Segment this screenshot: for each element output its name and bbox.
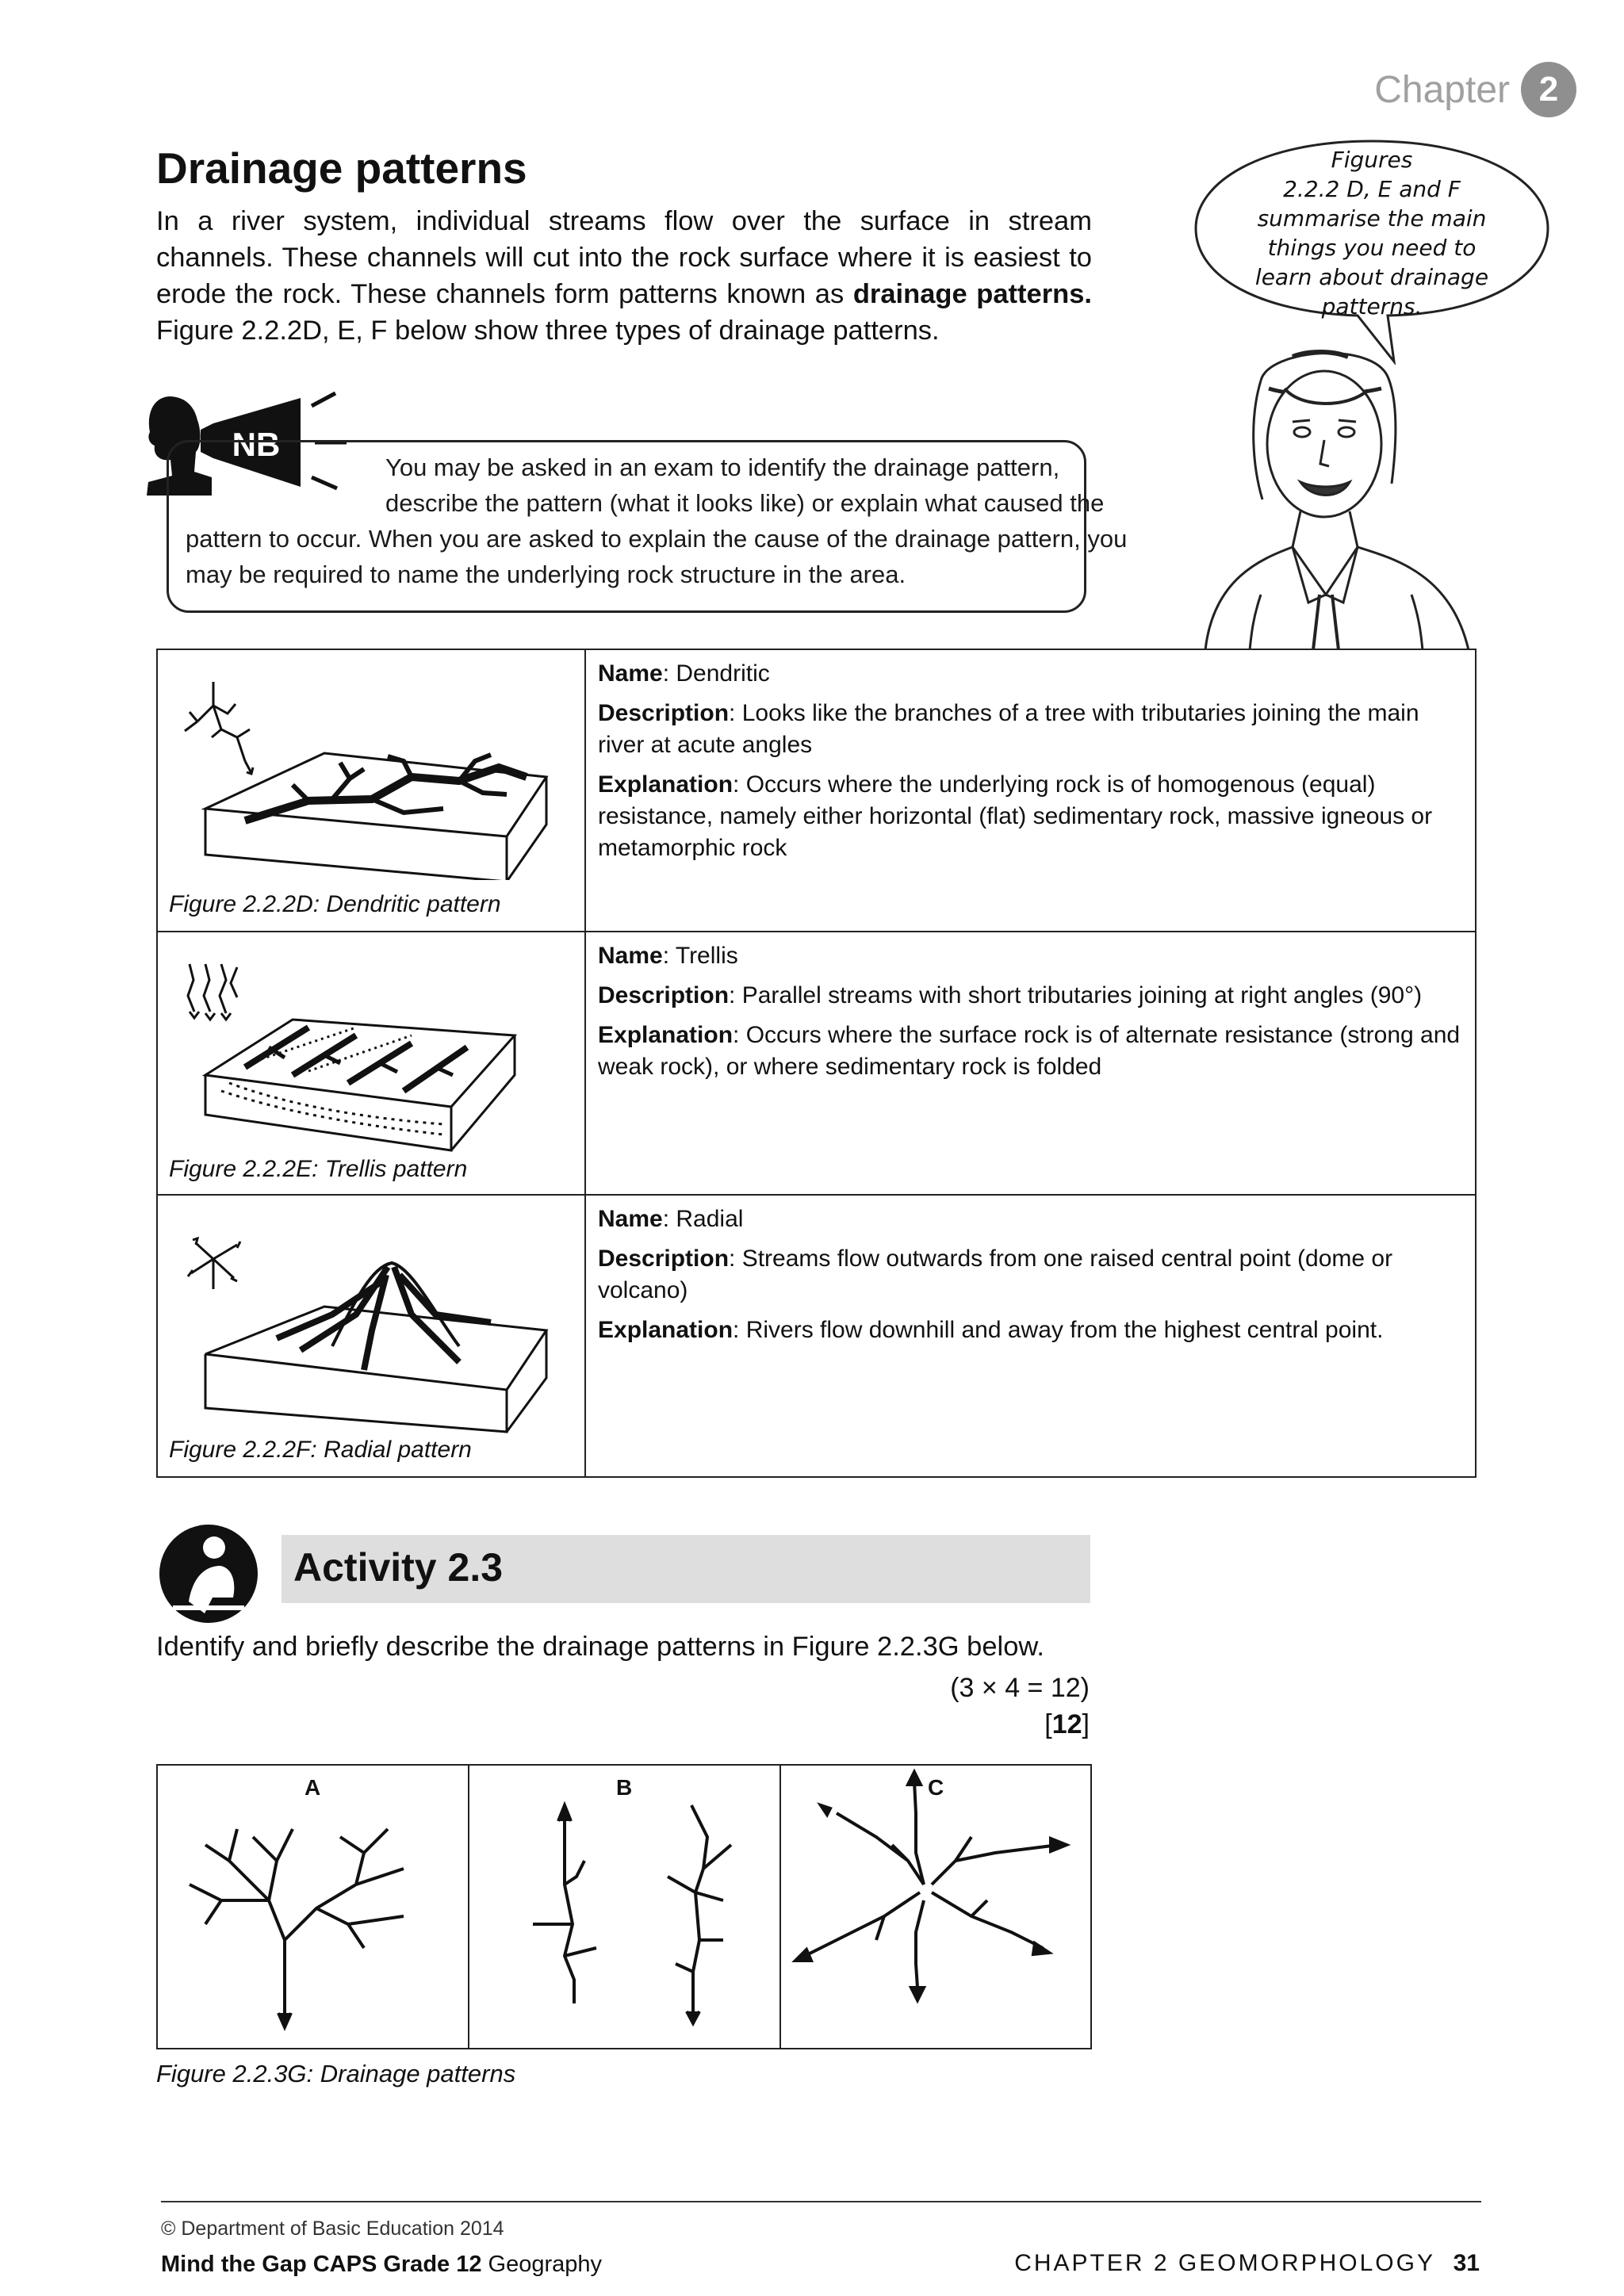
pattern-description-text: Looks like the branches of a tree with tributaries joining the main river at acute angles bbox=[598, 700, 1419, 758]
intro-paragraph bbox=[156, 203, 1092, 349]
marks-total-line bbox=[950, 1706, 1090, 1743]
nb-label: NB bbox=[232, 426, 281, 463]
name-label: Name bbox=[598, 943, 663, 969]
marks-calculation: (3 × 4 = 12) bbox=[950, 1673, 1090, 1703]
pattern-description: Name: Trellis Description: Parallel streams with short tributaries joining at right angles (90°) Explanation: Occurs where the surface rock is of alternate resistance (strong and weak rock), or where sedimentary rock is folded bbox=[598, 943, 1461, 1080]
nb-line: may be required to name the underlying rock structure in the area. bbox=[186, 561, 906, 588]
explanation-label: Explanation bbox=[598, 771, 733, 798]
table-row-radial bbox=[158, 1196, 1475, 1478]
figure-g-cell-c bbox=[781, 1766, 1090, 2048]
pattern-description-text: Parallel streams with short tributaries joining at right angles (90°) bbox=[741, 982, 1423, 1008]
figure-caption: Figure 2.2.2F: Radial pattern bbox=[169, 1437, 472, 1463]
pattern-name: Trellis bbox=[675, 943, 738, 969]
trellis-sketch bbox=[485, 1781, 763, 2035]
speech-line: 2.2.2 D, E and F bbox=[1283, 176, 1461, 202]
copyright-text: © Department of Basic Education 2014 bbox=[161, 2218, 504, 2240]
chapter-label: Chapter bbox=[1374, 68, 1510, 111]
speech-line: summarise the main bbox=[1257, 205, 1487, 232]
speech-line: learn about drainage bbox=[1254, 264, 1489, 290]
activity-marks bbox=[950, 1670, 1090, 1743]
description-label: Description bbox=[598, 982, 730, 1008]
activity-instruction: Identify and briefly describe the drainage patterns in Figure 2.2.3G below. bbox=[156, 1632, 1045, 1662]
book-title-bold: Mind the Gap CAPS Grade 12 bbox=[161, 2252, 482, 2277]
description-label: Description bbox=[598, 700, 730, 726]
figure-g-cell-a bbox=[158, 1766, 469, 2048]
nb-line: pattern to occur. When you are asked to explain the cause of the drainage pattern, you bbox=[186, 525, 1128, 553]
trellis-diagram bbox=[174, 956, 562, 1154]
name-label: Name bbox=[598, 660, 663, 687]
name-label: Name bbox=[598, 1206, 663, 1232]
table-row-trellis bbox=[158, 932, 1475, 1196]
figure-g-label: B bbox=[616, 1775, 633, 1800]
activity-title: Activity 2.3 bbox=[293, 1545, 504, 1590]
speech-line: Figures bbox=[1331, 147, 1413, 173]
radial-sketch bbox=[789, 1766, 1082, 2043]
pattern-explanation-text: Occurs where the surface rock is of alternate resistance (strong and weak rock), or where sedimentary rock is folded bbox=[598, 1022, 1461, 1080]
pattern-description: Name: Radial Description: Streams flow outwards from one raised central point (dome or volcano) Explanation: Rivers flow downhill and away from the highest central point. bbox=[598, 1206, 1393, 1343]
figure-g-label: A bbox=[304, 1775, 321, 1800]
marks-bracket-open: [ bbox=[1044, 1709, 1052, 1739]
explanation-label: Explanation bbox=[598, 1317, 733, 1343]
pattern-name: Radial bbox=[676, 1206, 744, 1232]
explanation-label: Explanation bbox=[598, 1022, 733, 1048]
speech-line: patterns. bbox=[1321, 293, 1423, 320]
nb-line: You may be asked in an exam to identify the drainage pattern, bbox=[385, 453, 1060, 481]
figure-g-caption: Figure 2.2.3G: Drainage patterns bbox=[156, 2060, 516, 2087]
section-title: Drainage patterns bbox=[156, 144, 527, 193]
book-title-rest: Geography bbox=[481, 2252, 603, 2277]
pattern-explanation-text: Rivers flow downhill and away from the highest central point. bbox=[745, 1317, 1384, 1343]
dendritic-sketch bbox=[174, 1797, 451, 2035]
student-illustration bbox=[1174, 333, 1491, 650]
figure-caption: Figure 2.2.2E: Trellis pattern bbox=[169, 1156, 468, 1182]
footer-rule bbox=[161, 2201, 1481, 2202]
figure-g-label: C bbox=[928, 1775, 944, 1800]
pattern-explanation-text: Occurs where the underlying rock is of homogenous (equal) resistance, namely either horizontal (flat) sedimentary rock, massive igneous or metamorphic rock bbox=[598, 771, 1433, 861]
intro-bold-term: drainage patterns. bbox=[852, 279, 1092, 309]
figure-g-cell-b bbox=[469, 1766, 781, 2048]
footer-chapter-text: CHAPTER 2 GEOMORPHOLOGY bbox=[1014, 2250, 1435, 2276]
activity-icon bbox=[157, 1522, 260, 1625]
intro-text-1: In a river system, individual streams flow over the surface in stream channels. These channels will cut into the rock surface where it is easiest to erode the rock. These channels form patterns known as bbox=[156, 206, 1092, 309]
figure-g-table bbox=[156, 1764, 1092, 2049]
footer-chapter bbox=[1014, 2250, 1480, 2277]
description-label: Description bbox=[598, 1246, 730, 1272]
marks-bracket-close: ] bbox=[1082, 1709, 1090, 1739]
chapter-tab bbox=[1374, 62, 1576, 117]
dendritic-diagram bbox=[174, 674, 562, 880]
speech-line: things you need to bbox=[1267, 235, 1477, 261]
pattern-name: Dendritic bbox=[676, 660, 770, 687]
intro-text-2: Figure 2.2.2D, E, F below show three types of drainage patterns. bbox=[156, 316, 940, 346]
marks-total: 12 bbox=[1051, 1709, 1082, 1739]
book-title bbox=[161, 2252, 602, 2278]
radial-diagram bbox=[174, 1219, 562, 1433]
drainage-patterns-table bbox=[156, 649, 1477, 1478]
table-row-dendritic bbox=[158, 650, 1475, 932]
pattern-description: Name: Dendritic Description: Looks like the branches of a tree with tributaries joining the main river at acute angles Explanation: Occurs where the underlying rock is of homogenous (equal) resistance, namely either horizontal (flat) sedimentary rock, massive igneous or metamorphic rock bbox=[598, 660, 1433, 861]
nb-line: describe the pattern (what it looks like) or explain what caused the bbox=[385, 489, 1105, 517]
pattern-description-text: Streams flow outwards from one raised central point (dome or volcano) bbox=[598, 1246, 1393, 1303]
figure-caption: Figure 2.2.2D: Dendritic pattern bbox=[169, 891, 501, 917]
page-number: 31 bbox=[1453, 2250, 1480, 2276]
chapter-number-badge: 2 bbox=[1521, 62, 1576, 117]
speech-bubble-text bbox=[1197, 145, 1546, 321]
